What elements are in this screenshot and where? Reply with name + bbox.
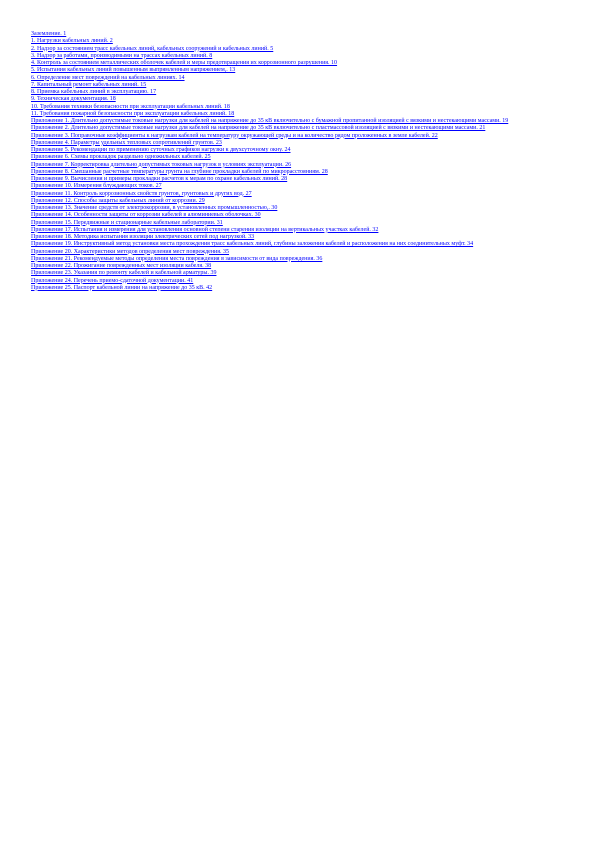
toc-entry	[31, 53, 561, 60]
toc-entry	[31, 198, 561, 205]
toc-link[interactable]: 7. Капитальный ремонт кабельных линий. 15	[31, 81, 147, 88]
table-of-contents	[31, 31, 561, 292]
toc-link[interactable]: Приложение 14. Особенности защиты от коррозии кабелей в алюминиевых оболочках. 30	[31, 212, 261, 219]
toc-link[interactable]: 9. Техническая документация. 18	[31, 96, 116, 103]
toc-link[interactable]: Приложение 23. Указания по ремонту кабелей и кабельной арматуры. 39	[31, 270, 217, 277]
toc-link[interactable]: 3. Надзор за работами, производимыми на трассах кабельных линий. 8	[31, 52, 213, 59]
toc-link[interactable]: 2. Надзор за состоянием трасс кабельных линий, кабельных сооружений и кабельных линий. 5	[31, 45, 274, 52]
toc-entry	[31, 227, 561, 234]
toc-link[interactable]: 6. Определение мест повреждений на кабельных линиях. 14	[31, 74, 185, 81]
toc-link[interactable]: 1. Нагрузки кабельных линий. 2	[31, 38, 113, 45]
toc-entry	[31, 285, 561, 292]
toc-entry	[31, 169, 561, 176]
toc-link[interactable]: 5. Испытания кабельных линий повышенным выпрямленным напряжением,. 13	[31, 67, 236, 74]
toc-entry	[31, 154, 561, 161]
toc-link[interactable]: Приложение 11. Контроль коррозионных свойств грунтов, грунтовых и других вод. 27	[31, 190, 252, 197]
toc-entry	[31, 104, 561, 111]
toc-entry	[31, 82, 561, 89]
toc-entry	[31, 125, 561, 132]
toc-entry	[31, 133, 561, 140]
toc-link[interactable]: Приложение 18. Методика испытания изоляции электрических сетей под нагрузкой. 33	[31, 234, 255, 240]
toc-entry	[31, 241, 561, 248]
toc-entry	[31, 89, 561, 96]
toc-entry	[31, 212, 561, 219]
toc-link[interactable]: Приложение 17. Испытания и измерения для установления основной степени старения изоляции на вертикальных участках кабелей. 32	[31, 226, 379, 233]
toc-link[interactable]: Приложение 22. Прожигание поврежденных мест изоляции кабеля. 38	[31, 263, 212, 269]
toc-link[interactable]: Приложение 13. Значение средств от электрокоррозии, в установленных промышленностью,. 30	[31, 205, 278, 211]
toc-entry	[31, 96, 561, 103]
toc-entry	[31, 278, 561, 285]
toc-entry	[31, 256, 561, 263]
toc-entry	[31, 140, 561, 147]
toc-link[interactable]: 11. Требования пожарной безопасности при эксплуатации кабельных линий. 18	[31, 110, 235, 117]
toc-link[interactable]: 8. Приемка кабельных линий в эксплуатацию. 17	[31, 89, 157, 95]
toc-entry	[31, 67, 561, 74]
toc-entry	[31, 191, 561, 198]
toc-link[interactable]: Заземление. 1	[31, 31, 67, 37]
toc-link[interactable]: Приложение 8. Смешанные расчетные температуры грунта на глубине прокладки кабелей по микрорасстояниям. 28	[31, 168, 328, 175]
toc-link[interactable]: Приложение 7. Корректировка длительно допустимых токовых нагрузок в условиях эксплуатации. 26	[31, 161, 292, 168]
toc-link[interactable]: Приложение 12. Способы защиты кабельных линий от коррозии. 29	[31, 197, 205, 204]
toc-entry	[31, 249, 561, 256]
toc-link[interactable]: Приложение 1. Длительно допустимые токовые нагрузки для кабелей на напряжение до 35 кВ включительно с бумажной пропитанной изоляцией с вязкими и нестекающими массами. 19	[31, 118, 509, 124]
toc-link[interactable]: Приложение 3. Поправочные коэффициенты к нагрузкам кабелей на температуру окружающей среды и на количество рядом проложенных в земле кабелей. 22	[31, 132, 438, 139]
toc-entry	[31, 162, 561, 169]
toc-entry	[31, 111, 561, 118]
toc-link[interactable]: Приложение 5. Рекомендации по применению суточных графиков нагрузки к двухсуточному окну. 24	[31, 147, 291, 153]
toc-entry	[31, 46, 561, 53]
toc-link[interactable]: Приложение 6. Схемы прокладок раздельно одножильных кабелей. 25	[31, 154, 211, 161]
toc-link[interactable]: Приложение 20. Характеристики методов определения мест повреждения. 35	[31, 248, 230, 255]
toc-link[interactable]: 10. Требования техники безопасности при эксплуатации кабельных линий. 18	[31, 103, 230, 110]
toc-link[interactable]: Приложение 24. Перечень приемо-сдаточной документации. 41	[31, 277, 194, 284]
toc-entry	[31, 220, 561, 227]
toc-link[interactable]: Приложение 4. Параметры удельных тепловых сопротивлений грунтов. 23	[31, 139, 222, 146]
toc-link[interactable]: Приложение 15. Передвижные и стационарные кабельные лаборатории. 31	[31, 219, 223, 226]
toc-entry	[31, 270, 561, 277]
toc-link[interactable]: Приложение 21. Рекомендуемые методы определения места повреждения в зависимости от вида повреждения. 36	[31, 255, 323, 262]
toc-entry	[31, 75, 561, 82]
toc-link[interactable]: Приложение 2. Длительно допустимые токовые нагрузки для кабелей на напряжение до 35 кВ включительно с пластмассовой изоляцией с вязкими и нестекающими массами. 21	[31, 125, 486, 132]
toc-link[interactable]: Приложение 9. Вычисления и примеры прокладки расчетов к мерам по охране кабельных линий. 28	[31, 176, 288, 182]
toc-link[interactable]: 4. Контроль за состоянием металлических оболочек кабелей и меры предотвращения их коррозионного разрушения. 10	[31, 60, 338, 66]
toc-link[interactable]: Приложение 10. Измерения блуждающих токов. 27	[31, 183, 162, 190]
toc-link[interactable]: Приложение 25. Паспорт кабельной линии на напряжение до 35 кВ. 42	[31, 284, 213, 291]
toc-entry	[31, 183, 561, 190]
toc-entry	[31, 38, 561, 45]
toc-link[interactable]: Приложение 19. Инструктивный метод установки места прохождения трасс кабельных линий, глубины заложения кабелей и расположения на них соединительных муфт. 34	[31, 241, 474, 248]
